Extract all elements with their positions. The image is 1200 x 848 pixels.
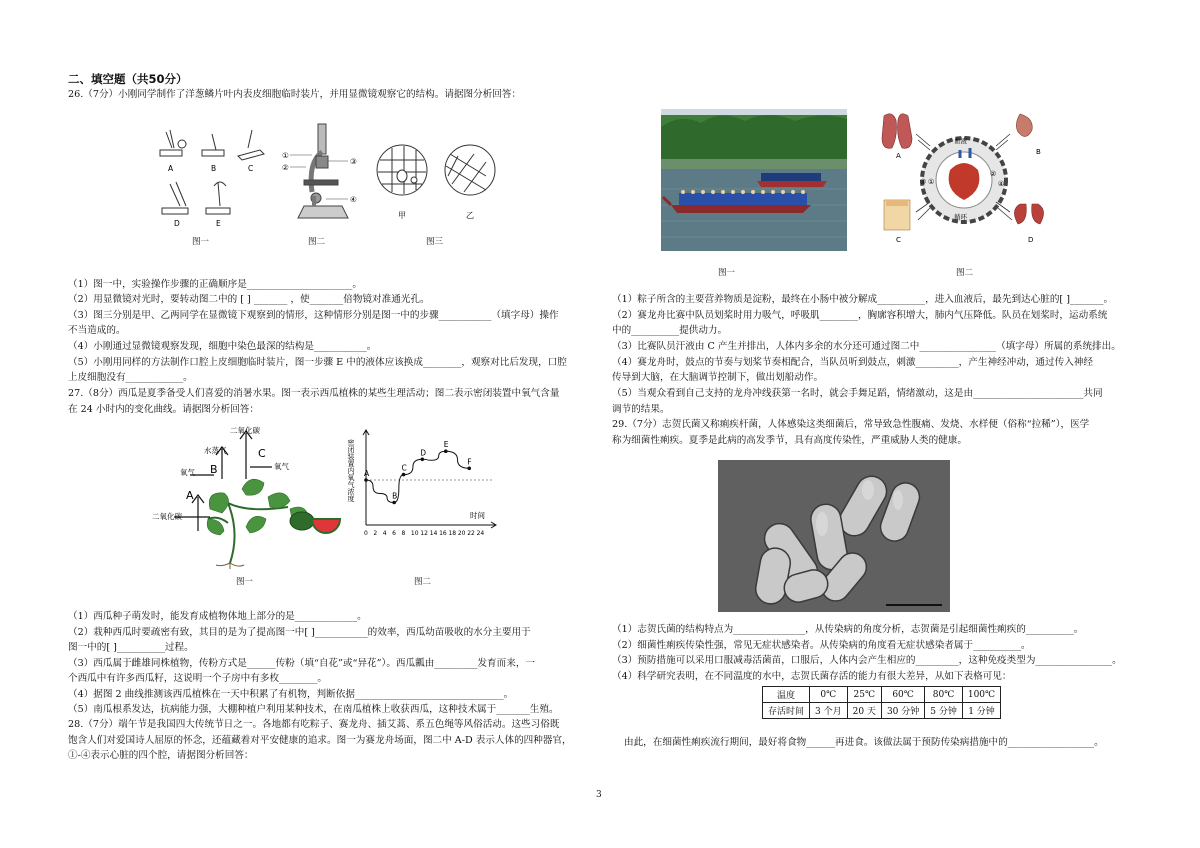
arrow-a — [192, 495, 204, 531]
q27-caption-1: 图一 — [236, 577, 254, 587]
q27-stem-2: 在 24 小时内的变化曲线。请据图分析回答： — [68, 404, 259, 415]
q29-line-3: （3）预防措施可以采用口服减毒活菌苗，口服后，人体内会产生相应的_________，这种免疫类型为________________。 — [612, 655, 1122, 666]
q28-line-7: （5）当观众看到自己支持的龙舟冲线获第一名时，就会手舞足蹈，情绪激动，这是由_______________________共同 — [612, 388, 1103, 399]
step-d-slide — [162, 208, 188, 214]
mic-label-1: ① — [282, 151, 289, 160]
microscope-figure — [278, 122, 368, 227]
curve-point-c — [402, 473, 406, 477]
kidney-organ — [1014, 204, 1043, 224]
stomach-organ — [1016, 114, 1032, 137]
table-head-temp: 温度 — [763, 687, 810, 703]
chart-ylabel: 密闭装置内氧气浓度 — [347, 439, 355, 502]
table-cell: 5 分钟 — [925, 703, 963, 719]
x-tick-label: 4 — [382, 530, 387, 537]
ring-label-4: ④ — [998, 180, 1005, 188]
curve-point-d — [421, 458, 425, 462]
x-tick-label: 12 — [420, 530, 428, 537]
q27-stem-1: 27.（8分）西瓜是夏季备受人们喜爱的消暑水果。图一表示西瓜植株的某些生理活动；图二表示密闭装置中氧气含量 — [68, 388, 560, 399]
ring-label-blood: 血液 — [954, 137, 967, 145]
ring-label-2: ② — [990, 170, 997, 178]
q28-line-2: （2）赛龙舟比赛中队员划桨时用力吸气，呼吸肌________，胸廓容积增大，肺内气压降低。队员在划桨时，运动系统 — [612, 310, 1108, 321]
scale-bar — [886, 604, 942, 606]
survival-table — [762, 686, 1001, 719]
label-d: D — [174, 219, 180, 228]
mic-label-4: ④ — [350, 195, 357, 204]
cell-label-yi: 乙 — [466, 211, 474, 220]
q26-caption-1: 图一 — [192, 237, 210, 247]
dragon-boat-photo — [661, 109, 847, 251]
table-cell: 25℃ — [847, 687, 881, 703]
lbl-o2-left: 氧气 — [180, 468, 195, 477]
stage — [304, 180, 338, 185]
q28-line-3: 中的__________提供动力。 — [612, 325, 728, 336]
q27-line-1: （1）西瓜种子萌发时，能发育成植物体地上部分的是_____________。 — [68, 611, 367, 622]
lbl-A: A — [186, 489, 194, 502]
lbl-C: C — [258, 447, 266, 460]
organ-label-d: D — [1028, 236, 1034, 244]
q26-line-4: 不当造成的。 — [68, 325, 126, 336]
lbl-B: B — [210, 463, 218, 476]
table-cell: 80℃ — [925, 687, 963, 703]
q26-caption-3: 图三 — [426, 237, 444, 247]
q27-line-6: （4）据图 2 曲线推测该西瓜植株在一天中积累了有机物，判断依据_______________________________。 — [68, 689, 514, 700]
lbl-co2-left: 二氧化碳 — [152, 512, 182, 521]
table-cell: 30 分钟 — [881, 703, 924, 719]
x-tick-label: 2 — [373, 530, 378, 537]
q29-line-1: （1）志贺氏菌的结构特点为_______________，从传染病的角度分析，志贺菌是引起细菌性痢疾的__________。 — [612, 624, 1084, 635]
x-tick-label: 14 — [429, 530, 438, 537]
x-tick-label: 8 — [401, 530, 406, 537]
label-e: E — [216, 219, 221, 228]
page-number: 3 — [596, 790, 602, 800]
q26-stem: 26.（7分）小刚同学制作了洋葱鳞片叶内表皮细胞临时装片，并用显微镜观察它的结构。请据图分析回答： — [68, 89, 522, 100]
q26-line-7: 上皮细胞没有____________。 — [68, 372, 193, 383]
q29-line-2: （2）细菌性痢疾传染性强，常见无症状感染者。从传染病的角度看无症状感染者属于__________。 — [612, 640, 1031, 651]
ring-label-1: ① — [928, 178, 935, 186]
vine — [228, 503, 288, 563]
melon-slice — [312, 519, 340, 533]
x-axis — [366, 522, 496, 528]
q28-line-5: （4）赛龙舟时，鼓点的节奏与划桨节奏相配合，当队员听到鼓点，刺激_________，产生神经冲动，通过传入神经 — [612, 357, 1093, 368]
q26-line-3: （3）图三分别是甲、乙两同学在显微镜下观察到的情形，这种情形分别是图一中的步骤___________（填字母）操作 — [68, 310, 559, 321]
table-head-time: 存活时间 — [763, 703, 810, 719]
curve-point-f — [467, 467, 471, 471]
x-tick-label: 18 — [448, 530, 457, 537]
q28-line-4: （3）比赛队员汗液由 C 产生并排出，人体内多余的水分还可通过图二中________________（填字母）所属的系统排出。 — [612, 341, 1121, 352]
mic-label-2: ② — [282, 163, 289, 172]
q28-caption-1: 图一 — [718, 268, 736, 278]
label-c: C — [248, 164, 254, 173]
q28-caption-2: 图二 — [956, 268, 974, 278]
q26-line-6: （5）小刚用同样的方法制作口腔上皮细胞临时装片，图一步骤 E 中的液体应该换成________，观察对比后发现，口腔 — [68, 357, 567, 368]
cell-views-figure — [374, 134, 504, 224]
q27-line-5: 个西瓜中有许多西瓜籽，这说明一个子房中有多枚________。 — [68, 673, 328, 684]
lbl-water: 水蒸气 — [204, 446, 227, 455]
x-tick-label: 16 — [439, 530, 447, 537]
q27-line-3: 图一中的[ ]__________过程。 — [68, 642, 194, 653]
table-cell: 60℃ — [881, 687, 924, 703]
base — [298, 206, 348, 218]
table-cell: 100℃ — [962, 687, 1000, 703]
organ-label-c: C — [896, 236, 901, 244]
q29-stem-2: 称为细菌性痢疾。夏季是此病的高发季节，具有高度传染性，严重威胁人类的健康。 — [612, 435, 967, 446]
step-b-slide — [202, 150, 224, 156]
curve-label-f: F — [467, 457, 472, 467]
q26-caption-2: 图二 — [308, 237, 326, 247]
section-title: 二、填空题（共50分） — [68, 72, 188, 86]
mic-label-3: ③ — [350, 157, 357, 166]
x-tick-label: 22 — [467, 530, 475, 537]
table-row — [763, 687, 1001, 703]
curve-label-d: D — [420, 448, 427, 458]
q29-stem-1: 29.（7分）志贺氏菌又称痢疾杆菌，人体感染这类细菌后，常导致急性腹痛、发烧、水样便（俗称“拉稀”），医学 — [612, 419, 1090, 430]
circulation-diagram — [878, 108, 1050, 250]
oxygen-curve-chart — [348, 425, 508, 543]
q27-line-2: （2）栽种西瓜时要疏密有致，其目的是为了提高图一中[ ]___________的效率，西瓜幼苗吸收的水分主要用于 — [68, 627, 531, 638]
table-cell: 3 个月 — [810, 703, 848, 719]
melon-left — [290, 512, 314, 530]
table-row — [763, 703, 1001, 719]
step-a-dropper — [166, 130, 174, 148]
boat-front — [671, 205, 811, 213]
table-cell: 20 天 — [847, 703, 881, 719]
curve-point-a — [364, 478, 368, 482]
q29-conclusion: 由此，在细菌性痢疾流行期间，最好将食物______再进食。该做法属于预防传染病措施中的__________________。 — [624, 737, 1104, 748]
lbl-co2-top: 二氧化碳 — [230, 426, 260, 435]
organ-label-b: B — [1036, 148, 1041, 156]
curve-label-c: C — [401, 463, 407, 473]
q28-line-6: 传导到大脑，在大脑调节控制下，做出划船动作。 — [612, 372, 824, 383]
lbl-o2-right: 氧气 — [274, 462, 289, 471]
lung-organ — [882, 114, 912, 149]
q26-steps-figure — [156, 120, 276, 230]
q28-stem-1: 28.（7分）端午节是我国四大传统节日之一。各地都有吃粽子、赛龙舟、插艾蒿、系五色绳等风俗活动。这些习俗既 — [68, 719, 560, 730]
boat-back — [757, 181, 827, 187]
organ-label-a: A — [896, 152, 901, 160]
x-tick-label: 24 — [476, 530, 485, 537]
q27-line-4: （3）西瓜属于雌雄同株植物，传粉方式是______传粉（填“自花”或“异花”）。西瓜瓤由_________发育而来，一 — [68, 658, 536, 669]
label-a: A — [168, 164, 174, 173]
step-a-slide — [160, 150, 182, 156]
eyepiece-tube — [318, 124, 326, 154]
ring-label-3: ③ — [920, 178, 927, 186]
step-e-slide — [206, 208, 230, 214]
x-tick-label: 10 — [410, 530, 419, 537]
cell-label-jia: 甲 — [398, 211, 406, 220]
q26-line-2: （2）用显微镜对光时，要转动图二中的 [ ] _______ ，使_______倍物镜对准通光孔。 — [68, 294, 430, 305]
q28-stem-3: ①-④表示心脏的四个腔，请据图分析回答： — [68, 750, 254, 761]
arrow-c — [240, 431, 252, 479]
q29-line-4: （4）科学研究表明，在不同温度的水中，志贺氏菌存活的能力有很大差异，从如下表格可见： — [612, 671, 1012, 682]
q26-line-5: （4）小刚通过显微镜观察发现，细胞中染色最深的结构是___________。 — [68, 341, 377, 352]
chart-xlabel: 时间 — [470, 511, 485, 520]
curve-point-e — [444, 449, 448, 453]
q28-line-8: 调节的结果。 — [612, 404, 670, 415]
label-b: B — [211, 164, 217, 173]
x-tick-label: 20 — [457, 530, 466, 537]
table-cell: 1 分钟 — [962, 703, 1000, 719]
q26-line-1: （1）图一中，实验操作步骤的正确顺序是______________________。 — [68, 279, 362, 290]
curve-point-b — [392, 501, 396, 505]
x-tick-label: 6 — [392, 530, 396, 537]
q28-stem-2: 饱含人们对爱国诗人屈原的怀念，还蕴藏着对平安健康的追求。图一为赛龙舟场面，图二中 A-D 表示人体的四种器官， — [68, 735, 572, 746]
curve-label-a: A — [364, 469, 370, 478]
q28-line-1: （1）粽子所含的主要营养物质是淀粉，最终在小肠中被分解成__________，进入血液后，最先到达心脏的[ ]_______。 — [612, 294, 1114, 305]
q27-line-7: （5）南瓜根系发达，抗病能力强，大棚种植户利用某种技术，在南瓜植株上收获西瓜，这种技术属于_______生殖。 — [68, 704, 559, 715]
curve-label-b: B — [392, 491, 398, 501]
bacteria-micrograph — [718, 460, 950, 612]
table-cell: 0℃ — [810, 687, 848, 703]
watermelon-plant-figure — [150, 423, 350, 571]
curve-label-e: E — [443, 440, 449, 450]
step-c-slide — [238, 150, 264, 160]
oxygen-curve — [366, 451, 472, 502]
x-tick-label: 0 — [364, 530, 368, 537]
ring-label-circ: 循环 — [954, 213, 967, 221]
q27-caption-2: 图二 — [414, 577, 432, 587]
